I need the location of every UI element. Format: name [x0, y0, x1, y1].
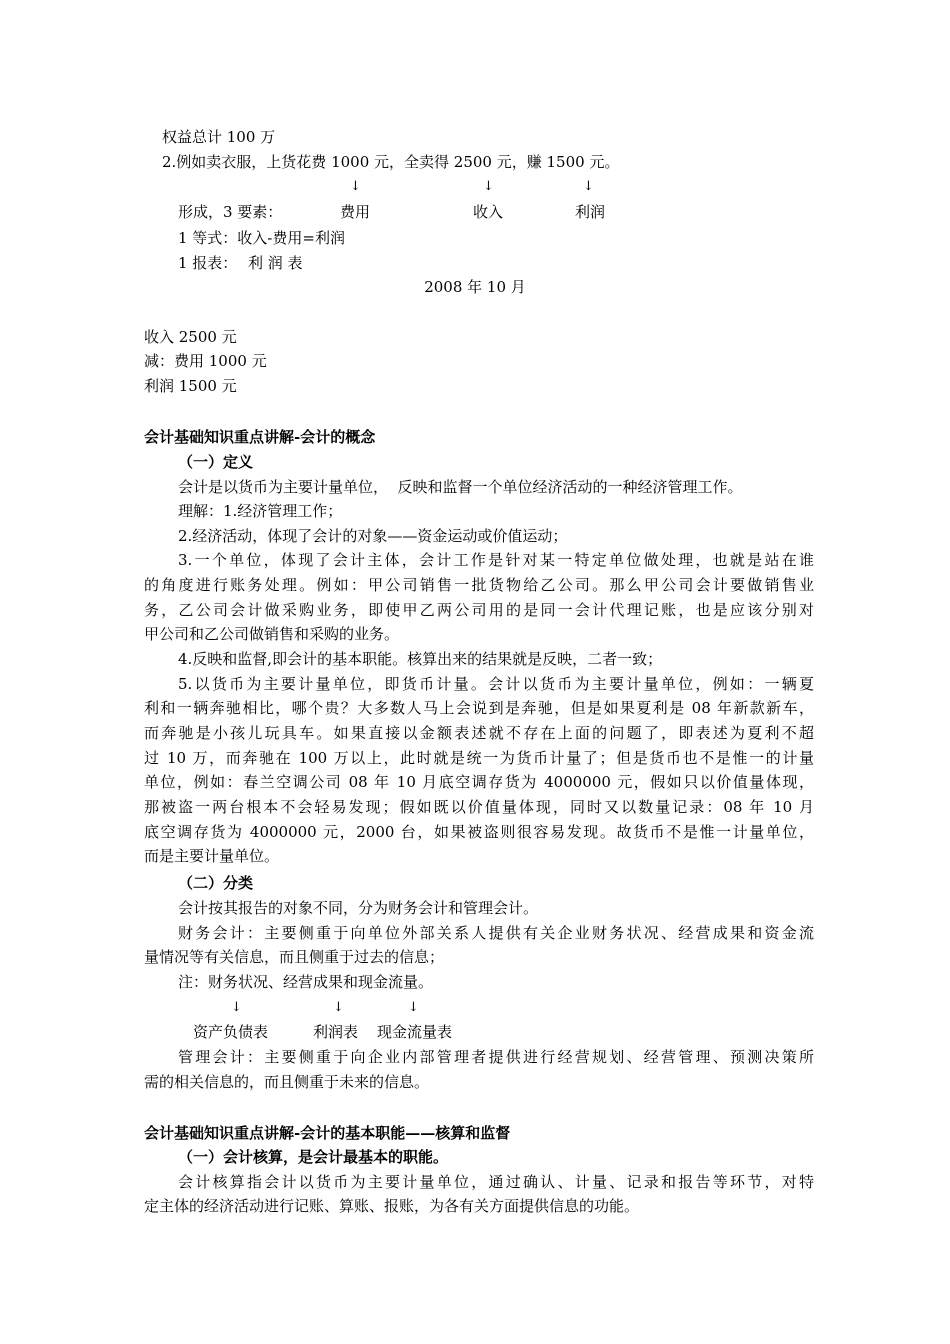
- management-accounting-line: 需的相关信息的，而且侧重于未来的信息。: [144, 1073, 430, 1091]
- function-paragraph-line: 定主体的经济活动进行记账、算账、报账，为各有关方面提供信息的功能。: [144, 1197, 640, 1215]
- understanding-3-line: 的角度进行账务处理。例如：甲公司销售一批货物给乙公司。那么甲公司会计要做销售业: [144, 576, 814, 594]
- element-income: 收入: [473, 203, 504, 221]
- understanding-5-line: 利和一辆奔驰相比，哪个贵？大多数人马上会说到是奔驰，但是如果夏利是 08 年新款新车，: [144, 699, 814, 717]
- understanding-5-line: 5.以货币为主要计量单位，即货币计量。会计以货币为主要计量单位，例如：一辆夏: [178, 675, 814, 693]
- report-label: 1 报表：: [178, 254, 238, 272]
- understanding-3-line: 3.一个单位，体现了会计主体，会计工作是针对某一特定单位做处理，也就是站在谁: [178, 551, 814, 569]
- down-arrow-icon: ↓: [483, 179, 494, 194]
- income-line: 收入 2500 元: [144, 328, 237, 346]
- report-date: 2008 年 10 月: [424, 278, 526, 296]
- financial-accounting-line: 量情况等有关信息，而且侧重于过去的信息；: [144, 948, 445, 966]
- definition-text: 会计是以货币为主要计量单位， 反映和监督一个单位经济活动的一种经济管理工作。: [178, 478, 743, 496]
- subheading-classification: （二）分类: [178, 874, 254, 892]
- report-income-statement: 利润表: [313, 1023, 359, 1041]
- element-profit: 利润: [575, 203, 606, 221]
- function-paragraph-line: 会计核算指会计以货币为主要计量单位，通过确认、计量、记录和报告等环节，对特: [178, 1173, 814, 1191]
- element-expense: 费用: [340, 203, 371, 221]
- down-arrow-icon: ↓: [408, 1000, 419, 1015]
- section-heading: 会计基础知识重点讲解-会计的概念: [144, 428, 376, 446]
- section-heading: 会计基础知识重点讲解-会计的基本职能——核算和监督: [144, 1124, 511, 1142]
- report-balance-sheet: 资产负债表: [193, 1023, 269, 1041]
- less-expense-line: 减：费用 1000 元: [144, 352, 267, 370]
- classification-intro: 会计按其报告的对象不同，分为财务会计和管理会计。: [178, 899, 539, 917]
- profit-line: 利润 1500 元: [144, 377, 237, 395]
- understanding-5-line: 那被盗一两台根本不会轻易发现；假如既以价值量体现，同时又以数量记录：08 年 10 月: [144, 798, 814, 816]
- down-arrow-icon: ↓: [583, 179, 594, 194]
- example-line: 2.例如卖衣服，上货花费 1000 元，全卖得 2500 元，赚 1500 元。: [162, 153, 620, 171]
- understanding-1: 理解：1.经济管理工作；: [178, 502, 343, 520]
- understanding-5-line: 而是主要计量单位。: [144, 847, 280, 865]
- subheading-accounting-function: （一）会计核算，是会计最基本的职能。: [178, 1148, 449, 1166]
- understanding-3-line: 务，乙公司会计做采购业务，即使甲乙两公司用的是同一会计代理记账，也是应该分别对: [144, 601, 814, 619]
- report-name: 利 润 表: [248, 254, 303, 272]
- formed-label: 形成，3 要素：: [178, 203, 283, 221]
- understanding-2: 2.经济活动，体现了会计的对象——资金运动或价值运动；: [178, 527, 568, 545]
- management-accounting-line: 管理会计：主要侧重于向企业内部管理者提供进行经营规划、经营管理、预测决策所: [178, 1048, 814, 1066]
- understanding-4: 4.反映和监督,即会计的基本职能。核算出来的结果就是反映，二者一致；: [178, 650, 663, 668]
- equity-total-line: 权益总计 100 万: [162, 128, 276, 146]
- equation-line: 1 等式：收入-费用=利润: [178, 229, 345, 247]
- financial-accounting-line: 财务会计：主要侧重于向单位外部关系人提供有关企业财务状况、经营成果和资金流: [178, 924, 814, 942]
- understanding-5-line: 底空调存货为 4000000 元，2000 台，如果被盗则很容易发现。故货币不是惟一计量单位，: [144, 823, 814, 841]
- understanding-3-line: 甲公司和乙公司做销售和采购的业务。: [144, 625, 400, 643]
- report-cash-flow: 现金流量表: [377, 1023, 453, 1041]
- down-arrow-icon: ↓: [333, 1000, 344, 1015]
- understanding-5-line: 过 10 万，而奔驰在 100 万以上，此时就是统一为货币计量了；但是货币也不是惟一的计量: [144, 749, 814, 767]
- subheading-definition: （一）定义: [178, 453, 254, 471]
- understanding-5-line: 而奔驰是小孩儿玩具车。如果直接以金额表述就不存在上面的问题了，即表述为夏利不超: [144, 724, 814, 742]
- down-arrow-icon: ↓: [350, 179, 361, 194]
- down-arrow-icon: ↓: [231, 1000, 242, 1015]
- understanding-5-line: 单位，例如：春兰空调公司 08 年 10 月底空调存货为 4000000 元，假如只以价值量体现，: [144, 773, 814, 791]
- note-line: 注：财务状况、经营成果和现金流量。: [178, 973, 434, 991]
